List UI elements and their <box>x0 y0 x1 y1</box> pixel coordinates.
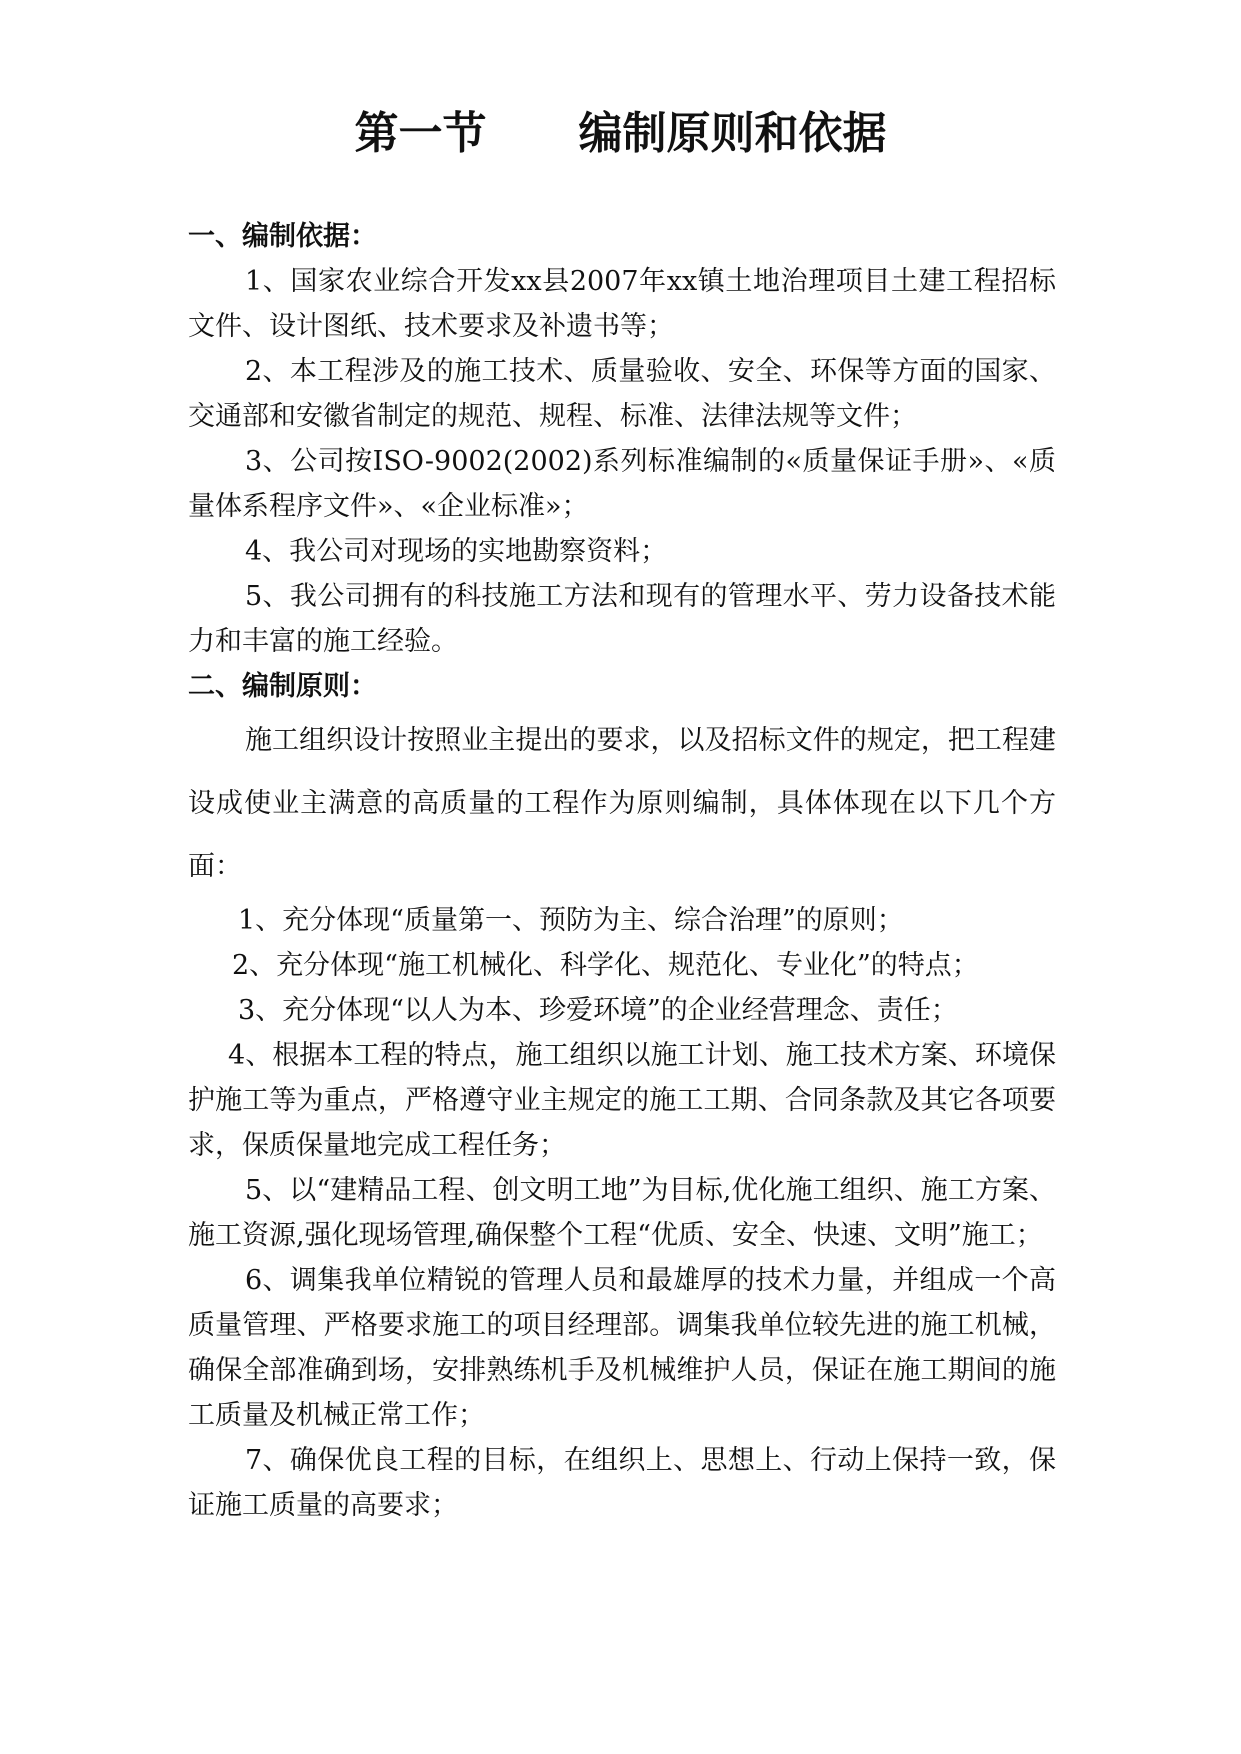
basis-item-3: 3、公司按ISO-9002(2002)系列标准编制的«质量保证手册»、«质量体系程序文件»、«企业标准»； <box>188 446 1056 522</box>
basis-item-4: 4、我公司对现场的实地勘察资料； <box>245 536 668 567</box>
basis-item-1: 1、国家农业综合开发xx县2007年xx镇土地治理项目土建工程招标文件、设计图纸、技术要求及补遗书等； <box>188 266 1056 342</box>
basis-item-5: 5、我公司拥有的科技施工方法和现有的管理水平、劳力设备技术能力和丰富的施工经验。 <box>188 581 1056 657</box>
principle-item-1: 1、充分体现“质量第一、预防为主、综合治理”的原则； <box>238 905 904 936</box>
principle-item-6: 6、调集我单位精锐的管理人员和最雄厚的技术力量，并组成一个高质量管理、严格要求施工的项目经理部。调集我单位较先进的施工机械，确保全部准确到场，安排熟练机手及机械维护人员，保证在施工期间的施工质量及机械正常工作； <box>188 1265 1056 1431</box>
principle-item-2: 2、充分体现“施工机械化、科学化、规范化、专业化”的特点； <box>232 950 979 981</box>
basis-item-2: 2、本工程涉及的施工技术、质量验收、安全、环保等方面的国家、交通部和安徽省制定的规范、规程、标准、法律法规等文件； <box>188 356 1056 432</box>
principle-item-5: 5、以“建精品工程、创文明工地”为目标,优化施工组织、施工方案、施工资源,强化现场管理,确保整个工程“优质、安全、快速、文明”施工； <box>188 1175 1056 1251</box>
section-heading-principles: 二、编制原则： <box>188 671 377 702</box>
principles-intro: 施工组织设计按照业主提出的要求，以及招标文件的规定，把工程建设成使业主满意的高质量的工程作为原则编制，具体体现在以下几个方面： <box>188 725 1056 882</box>
section-heading-basis: 一、编制依据： <box>188 221 377 252</box>
principle-item-4: 4、根据本工程的特点，施工组织以施工计划、施工技术方案、环境保护施工等为重点，严格遵守业主规定的施工工期、合同条款及其它各项要求，保质保量地完成工程任务； <box>188 1040 1056 1161</box>
page-title: 第一节 编制原则和依据 <box>354 108 887 159</box>
principle-item-3: 3、充分体现“以人为本、珍爱环境”的企业经营理念、责任； <box>238 995 958 1026</box>
principle-item-7: 7、确保优良工程的目标，在组织上、思想上、行动上保持一致，保证施工质量的高要求； <box>188 1445 1056 1521</box>
document-body <box>188 214 1056 1528</box>
